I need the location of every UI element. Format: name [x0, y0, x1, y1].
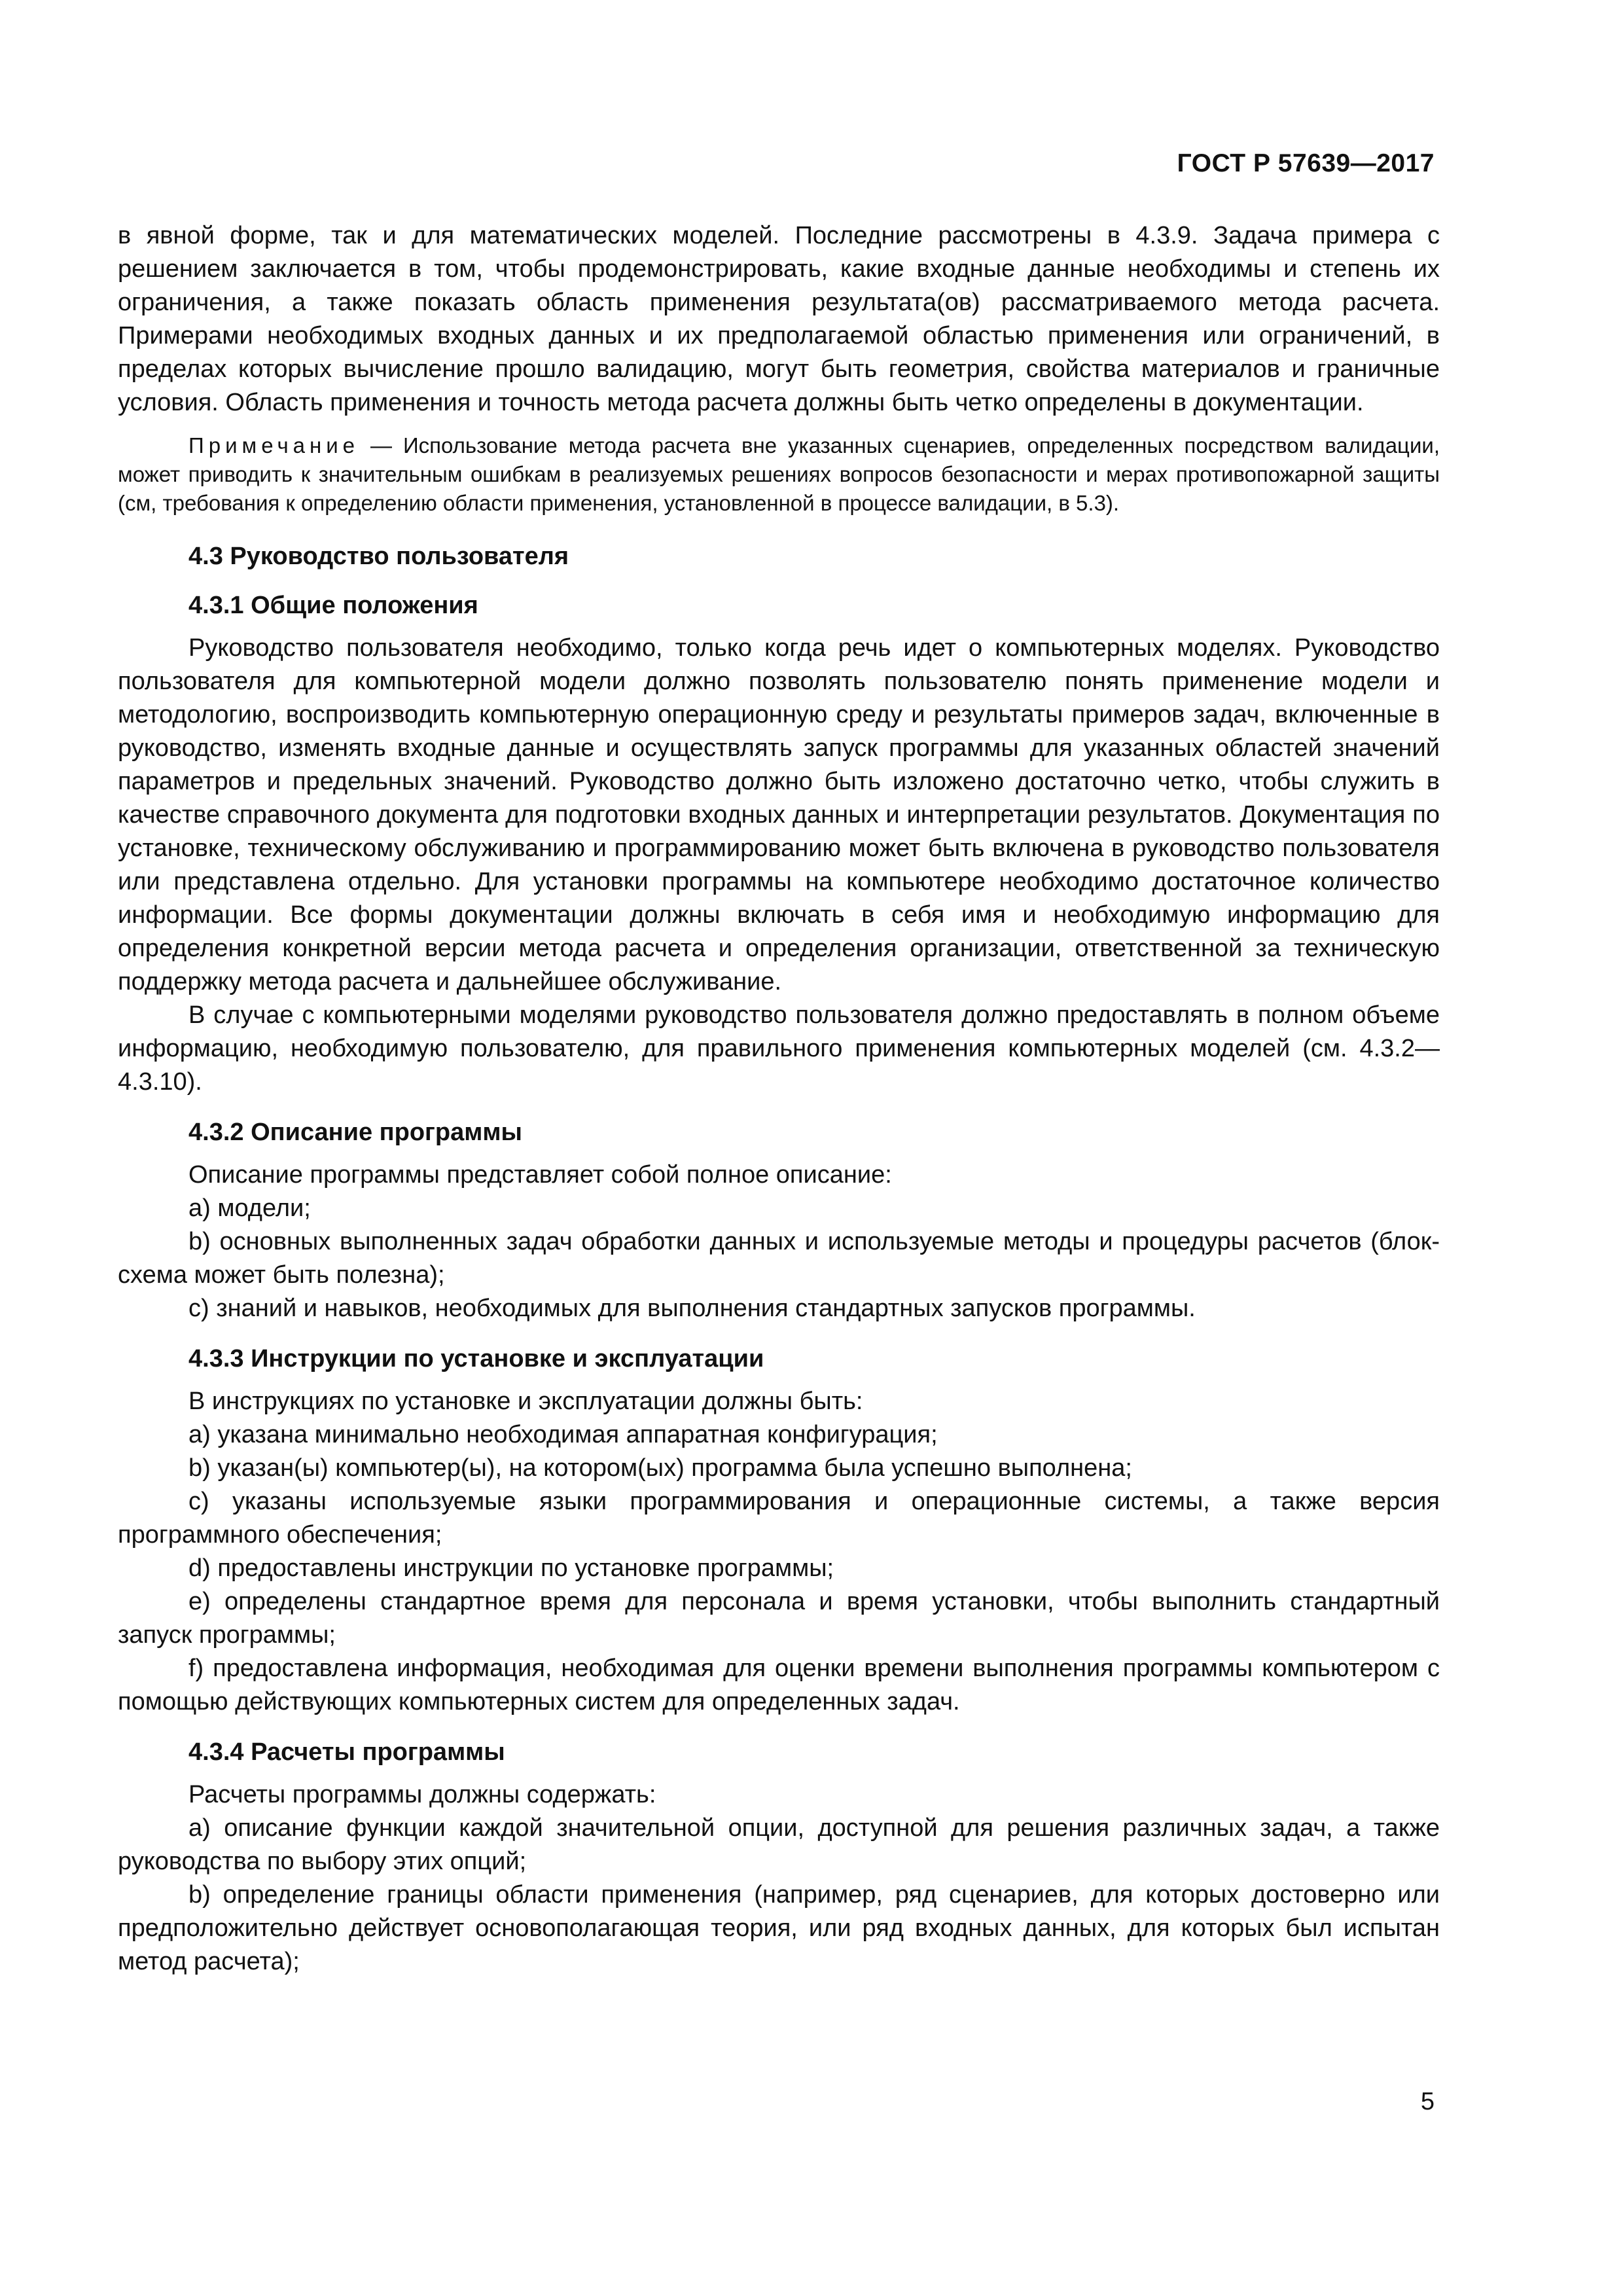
section-4-3-3-intro: В инструкциях по установке и эксплуатации должны быть:: [188, 1388, 863, 1415]
document-id-header: ГОСТ Р 57639—2017: [1177, 149, 1435, 177]
section-4-3-1-paragraph-2: В случае с компьютерными моделями руководство пользователя должно предоставлять в полном объеме информацию, необходимую пользователю, для правильного применения компьютерных моделей (см. 4.3.2—4.3.10).: [118, 1001, 1440, 1096]
page-content: [118, 219, 1440, 1979]
intro-paragraph: в явной форме, так и для математических моделей. Последние рассмотрены в 4.3.9. Задача примера с решением заключается в том, чтобы продемонстрировать, какие входные данные необходимы и степень их ограничения, а также показать область применения результата(ов) рассматриваемого метода расчета. Примерами необходимых входных данных и их предполагаемой областью применения или ограничений, в пределах которых вычисление прошло валидацию, могут быть геометрия, свойства материалов и граничные условия. Область применения и точность метода расчета должны быть четко определены в документации.: [118, 222, 1440, 416]
section-4-3-1-paragraph-1: Руководство пользователя необходимо, только когда речь идет о компьютерных моделях. Руководство пользователя для компьютерной модели должно позволять пользователю понять применение модели и методологию, воспроизводить компьютерную операционную среду и результаты примеров задач, включенные в руководство, изменять входные данные и осуществлять запуск программы для указанных областей значений параметров и предельных значений. Руководство должно быть изложено достаточно четко, чтобы служить в качестве справочного документа для подготовки входных данных и интерпретации результатов. Документация по установке, техническому обслуживанию и программированию может быть включена в руководство пользователя или представлена отдельно. Для установки программы на компьютере необходимо достаточное количество информации. Все формы документации должны включать в себя имя и необходимую информацию для определения конкретной версии метода расчета и определения организации, ответственной за техническую поддержку метода расчета и дальнейшее обслуживание.: [118, 634, 1440, 996]
section-4-3-2-item-c: c) знаний и навыков, необходимых для выполнения стандартных запусков программы.: [188, 1295, 1196, 1322]
section-4-3-2-title: 4.3.2 Описание программы: [188, 1119, 522, 1146]
section-4-3-3-title: 4.3.3 Инструкции по установке и эксплуатации: [188, 1345, 764, 1372]
section-4-3-title: 4.3 Руководство пользователя: [188, 543, 569, 570]
section-4-3-4-title: 4.3.4 Расчеты программы: [188, 1738, 505, 1766]
note-text: — Использование метода расчета вне указанных сценариев, определенных посредством валидации, может приводить к значительным ошибкам в реализуемых решениях вопросов безопасности и мерах противопожарной защиты (см, требования к определению области применения, установленной в процессе валидации, в 5.3).: [118, 433, 1440, 515]
section-4-3-4-item-a: a) описание функции каждой значительной опции, доступной для решения различных задач, а также руководства по выбору этих опций;: [118, 1814, 1440, 1875]
page-number: 5: [1420, 2088, 1435, 2115]
section-4-3-3-item-f: f) предоставлена информация, необходимая для оценки времени выполнения программы компьютером с помощью действующих компьютерных систем для определенных задач.: [118, 1655, 1440, 1715]
note-label: Примечание: [188, 433, 360, 457]
section-4-3-3-item-b: b) указан(ы) компьютер(ы), на котором(ых) программа была успешно выполнена;: [188, 1454, 1132, 1482]
section-4-3-1-title: 4.3.1 Общие положения: [188, 592, 478, 619]
section-4-3-4-intro: Расчеты программы должны содержать:: [188, 1781, 656, 1808]
section-4-3-3-item-e: e) определены стандартное время для персонала и время установки, чтобы выполнить стандартный запуск программы;: [118, 1588, 1440, 1649]
note: [118, 431, 1440, 518]
section-4-3-3-item-c: c) указаны используемые языки программирования и операционные системы, а также версия программного обеспечения;: [118, 1488, 1440, 1549]
section-4-3-3-item-a: a) указана минимально необходимая аппаратная конфигурация;: [188, 1421, 938, 1448]
section-4-3-2-item-b: b) основных выполненных задач обработки данных и используемые методы и процедуры расчетов (блок-схема может быть полезна);: [118, 1228, 1440, 1289]
section-4-3-2-intro: Описание программы представляет собой полное описание:: [188, 1161, 892, 1189]
section-4-3-2-item-a: a) модели;: [188, 1194, 311, 1222]
section-4-3-4-item-b: b) определение границы области применения (например, ряд сценариев, для которых достоверно или предположительно действует основополагающая теория, или ряд входных данных, для которых был испытан метод расчета);: [118, 1881, 1440, 1975]
section-4-3-3-item-d: d) предоставлены инструкции по установке программы;: [188, 1554, 834, 1582]
